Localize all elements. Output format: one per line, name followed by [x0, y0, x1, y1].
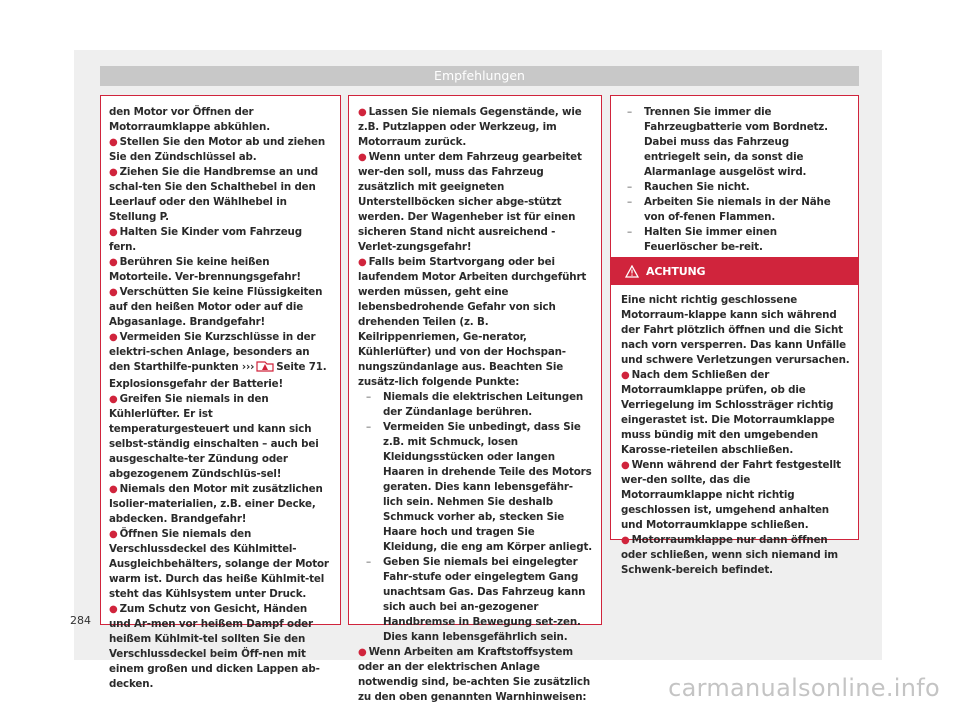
page-number: 284	[70, 614, 91, 627]
bullet-icon: ●	[109, 332, 118, 343]
bullet-icon: ●	[621, 460, 630, 471]
warning-triangle-icon	[625, 265, 639, 278]
bullet-icon: ●	[109, 604, 118, 615]
list-item: ● Halten Sie Kinder vom Fahrzeug fern.	[109, 226, 302, 253]
bullet-icon: ●	[358, 107, 367, 118]
bullet-icon: ●	[358, 257, 367, 268]
dash-item: – Vermeiden Sie unbedingt, dass Sie z.B. mit Schmuck, losen Kleidungsstücken oder langen Haaren in drehende Teile des Motors geraten. Dies kann lebensgefähr-lich sein. Nehmen Sie deshalb Schmuck vorher ab, stecken Sie Haare hoch und tragen Sie Kleidung, die eng am Körper anliegt.	[366, 421, 593, 553]
dash-item: – Niemals die elektrischen Leitungen der Zündanlage berühren.	[366, 391, 584, 418]
dash-icon: –	[366, 556, 371, 568]
bullet-icon: ●	[109, 137, 118, 148]
dash-item: – Geben Sie niemals bei eingelegter Fahr-stufe oder eingelegtem Gang unachtsam Gas. Das Fahrzeug kann sich auch bei an-gezogener Handbremse in Bewegung set-zen. Dies kann lebensgefährlich sein.	[366, 556, 586, 643]
column-3	[610, 95, 859, 258]
list-item: ● Lassen Sie niemals Gegenstände, wie z.B. Putzlappen oder Werkzeug, im Motorraum zurück.	[358, 106, 582, 148]
warning-title: ACHTUNG	[646, 265, 706, 278]
list-item: ● Wenn Arbeiten am Kraftstoffsystem oder an der elektrischen Anlage notwendig sind, be-achten Sie zusätzlich zu den oben genannten Warnhinweisen:	[358, 646, 591, 703]
list-item: ● Motorraumklappe nur dann öffnen oder schließen, wenn sich niemand im Schwenk-bereich befindet.	[621, 534, 838, 576]
col1-intro: den Motor vor Öffnen der Motorraumklappe abkühlen.	[109, 106, 270, 133]
dash-item: – Trennen Sie immer die Fahrzeugbatterie vom Bordnetz. Dabei muss das Fahrzeug entriegelt sein, da sonst die Alarmanlage ausgelöst wird.	[627, 106, 828, 178]
list-item: ● Falls beim Startvorgang oder bei laufendem Motor Arbeiten durchgeführt werden müssen, geht eine lebensbedrohende Gefahr von sich drehenden Teilen (z. B. Keilrippenriemen, Ge-nerator, Kühlerlüfter) und von der Hochspan-nungszündanlage aus. Beachten Sie zusätz-lich folgende Punkte:	[358, 256, 587, 388]
list-item: ● Berühren Sie keine heißen Motorteile. Ver-brennungsgefahr!	[109, 256, 301, 283]
bullet-icon: ●	[109, 394, 118, 405]
section-header: Empfehlungen	[100, 66, 859, 86]
list-item: ● Verschütten Sie keine Flüssigkeiten auf den heißen Motor oder auf die Abgasanlage. Brandgefahr!	[109, 286, 323, 328]
dash-icon: –	[366, 421, 371, 433]
dash-item: – Halten Sie immer einen Feuerlöscher be-reit.	[627, 226, 777, 253]
watermark: carmanualsonline.info	[668, 674, 940, 702]
dash-icon: –	[627, 196, 632, 208]
bullet-icon: ●	[109, 287, 118, 298]
column-2	[348, 95, 602, 703]
list-item: ● Öffnen Sie niemals den Verschlussdeckel des Kühlmittel-Ausgleichbehälters, solange der Motor warm ist. Durch das heiße Kühlmit-tel steht das Kühlsystem unter Druck.	[109, 528, 329, 600]
dash-item: – Arbeiten Sie niemals in der Nähe von of-fenen Flammen.	[627, 196, 831, 223]
list-item: ● Ziehen Sie die Handbremse an und schal-ten Sie den Schalthebel in den Leerlauf oder den Wählhebel in Stellung P.	[109, 166, 318, 223]
bullet-icon: ●	[621, 370, 630, 381]
bullet-icon: ●	[109, 227, 118, 238]
list-item: ● Wenn unter dem Fahrzeug gearbeitet wer-den soll, muss das Fahrzeug zusätzlich mit geeigneten Unterstellböcken sicher abge-stützt werden. Der Wagenheber ist für einen sicheren Stand nicht ausreichend - Verlet-zungsgefahr!	[358, 151, 582, 253]
page-reference-link[interactable]: Seite 71	[276, 361, 323, 373]
bullet-icon: ●	[358, 647, 367, 658]
warning-header	[611, 259, 858, 285]
list-item: ● Nach dem Schließen der Motorraumklappe prüfen, ob die Verriegelung im Schlossträger richtig eingerastet ist. Die Motorraumklappe muss bündig mit den umgebenden Karosse-rieteilen abschließen.	[621, 369, 835, 456]
dash-icon: –	[627, 226, 632, 238]
dash-icon: –	[627, 181, 632, 193]
list-item: ● Stellen Sie den Motor ab und ziehen Sie den Zündschlüssel ab.	[109, 136, 326, 163]
list-item: ● Wenn während der Fahrt festgestellt wer-den sollte, das die Motorraumklappe nicht richtig geschlossen ist, umgehend anhalten und Motorraumklappe schließen.	[621, 459, 841, 531]
list-item: ● Vermeiden Sie Kurzschlüsse in der elektri-schen Anlage, besonders an den Starthilfe-punkten ››› Seite 71. Explosionsgefahr der Batterie!	[109, 331, 327, 390]
list-item: ● Zum Schutz von Gesicht, Händen und Ar-men vor heißem Dampf oder heißem Kühlmit-tel sollten Sie den Verschlussdeckel beim Öff-nen mit einem großen und dicken Lappen ab-decken.	[109, 603, 320, 690]
bullet-icon: ●	[109, 257, 118, 268]
warning-box	[610, 258, 859, 576]
dash-icon: –	[366, 391, 371, 403]
warning-intro: Eine nicht richtig geschlossene Motorraum-klappe kann sich während der Fahrt plötzlich öffnen und die Sicht nach vorn versperren. Das kann Unfälle und schwere Verletzungen verursachen.	[621, 294, 850, 366]
dash-item: – Rauchen Sie nicht.	[627, 181, 750, 193]
list-item: ● Greifen Sie niemals in den Kühlerlüfter. Er ist temperaturgesteuert und kann sich selbst-ständig einschalten – auch bei ausgeschalte-ter Zündung oder abgezogenem Zündschlüs-sel!	[109, 393, 319, 480]
column-1	[100, 95, 341, 690]
warning-reference-icon[interactable]	[256, 360, 274, 377]
bullet-icon: ●	[109, 529, 118, 540]
bullet-icon: ●	[358, 152, 367, 163]
bullet-icon: ●	[109, 167, 118, 178]
bullet-icon: ●	[621, 535, 630, 546]
bullet-icon: ●	[109, 484, 118, 495]
dash-icon: –	[627, 106, 632, 118]
list-item: ● Niemals den Motor mit zusätzlichen Isolier-materialien, z.B. einer Decke, abdecken. Brandgefahr!	[109, 483, 323, 525]
